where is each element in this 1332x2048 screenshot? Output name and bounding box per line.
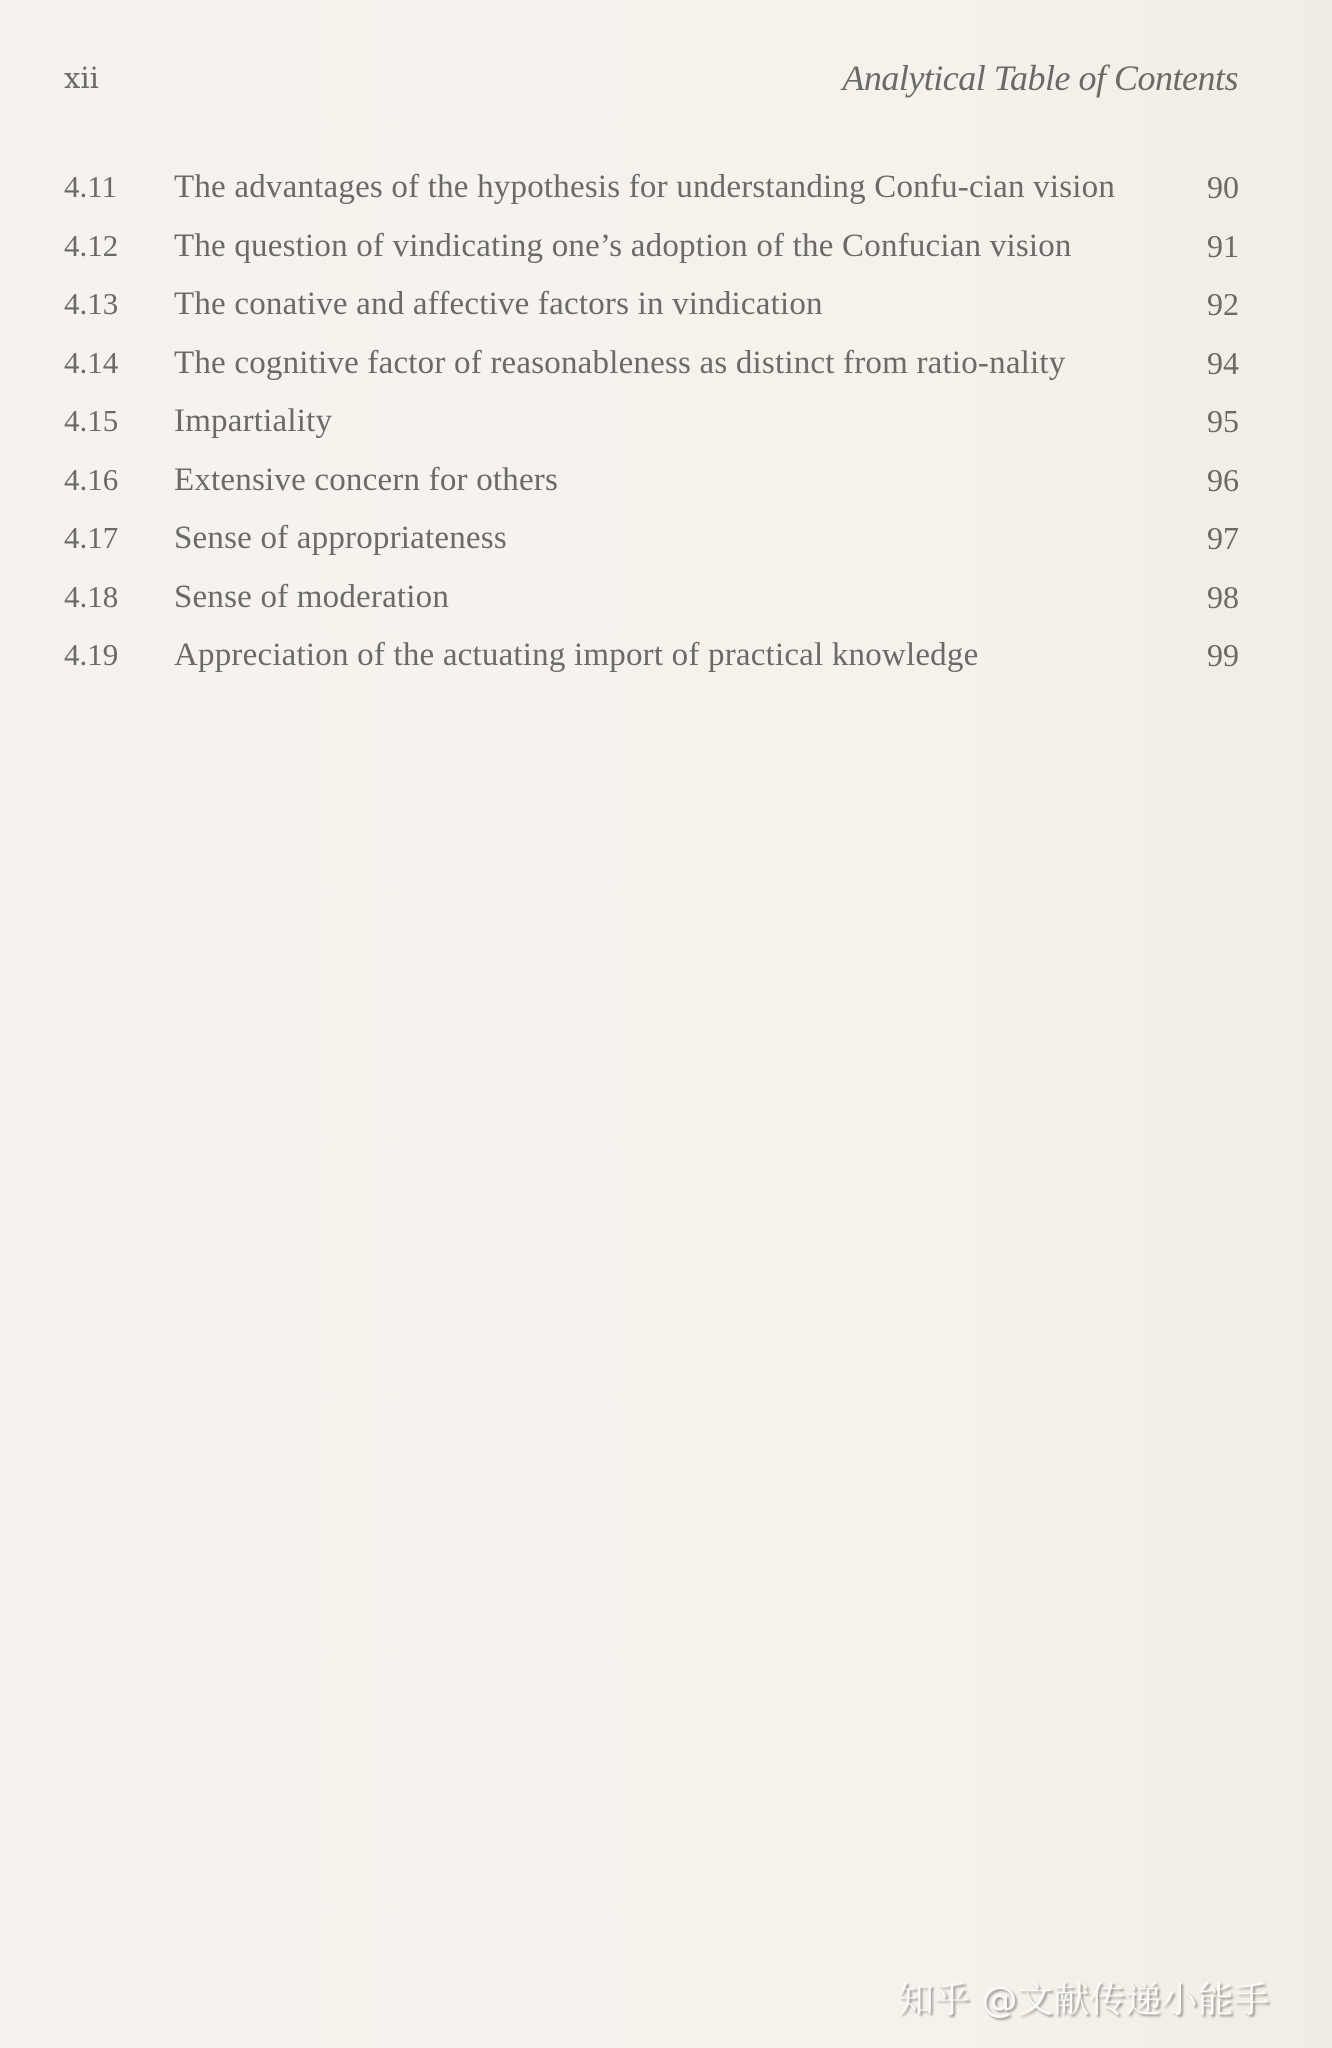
toc-entry bbox=[64, 399, 1239, 443]
entry-page: 96 bbox=[1207, 461, 1239, 498]
entry-number: 4.17 bbox=[64, 520, 119, 555]
entry-page: 98 bbox=[1207, 578, 1239, 615]
toc-entry bbox=[64, 341, 1239, 385]
entry-page: 95 bbox=[1207, 403, 1239, 439]
entry-number: 4.16 bbox=[64, 461, 119, 497]
entry-page: 91 bbox=[1207, 227, 1239, 264]
entry-page: 94 bbox=[1207, 344, 1239, 381]
entry-number: 4.14 bbox=[64, 344, 119, 380]
entry-title: The cognitive factor of reasonableness as distinct from ratio-nality bbox=[174, 344, 1066, 381]
entry-title: Appreciation of the actuating import of practical knowledge bbox=[174, 637, 979, 673]
entry-title: Impartiality bbox=[174, 403, 333, 439]
entry-title: Extensive concern for others bbox=[174, 461, 559, 498]
toc-entry bbox=[64, 516, 1239, 560]
entry-number: 4.12 bbox=[64, 227, 119, 263]
entry-number: 4.18 bbox=[64, 578, 119, 614]
watermark: 知乎 @文献传递小能手 bbox=[898, 1980, 1270, 2021]
entry-title: The question of vindicating one’s adoption of the Confucian vision bbox=[174, 227, 1072, 264]
entry-number: 4.11 bbox=[64, 169, 118, 204]
toc-entry bbox=[64, 633, 1239, 677]
toc-entry bbox=[64, 224, 1239, 268]
table-of-contents bbox=[64, 165, 1239, 692]
entry-title: Sense of appropriateness bbox=[174, 520, 507, 556]
entry-title: The advantages of the hypothesis for understanding Confu-cian vision bbox=[174, 169, 1116, 205]
entry-page: 92 bbox=[1207, 286, 1239, 322]
entry-title: The conative and affective factors in vindication bbox=[174, 286, 823, 322]
entry-number: 4.15 bbox=[64, 403, 119, 438]
toc-entry bbox=[64, 165, 1239, 209]
entry-page: 90 bbox=[1207, 169, 1239, 205]
entry-page: 97 bbox=[1207, 520, 1239, 556]
page-number: xii bbox=[64, 61, 99, 95]
entry-page: 99 bbox=[1207, 637, 1239, 673]
entry-number: 4.19 bbox=[64, 637, 119, 672]
entry-number: 4.13 bbox=[64, 286, 119, 321]
toc-entry bbox=[64, 458, 1239, 502]
running-header: Analytical Table of Contents bbox=[842, 58, 1238, 98]
toc-entry bbox=[64, 575, 1239, 619]
entry-title: Sense of moderation bbox=[174, 578, 450, 615]
toc-entry bbox=[64, 282, 1239, 326]
